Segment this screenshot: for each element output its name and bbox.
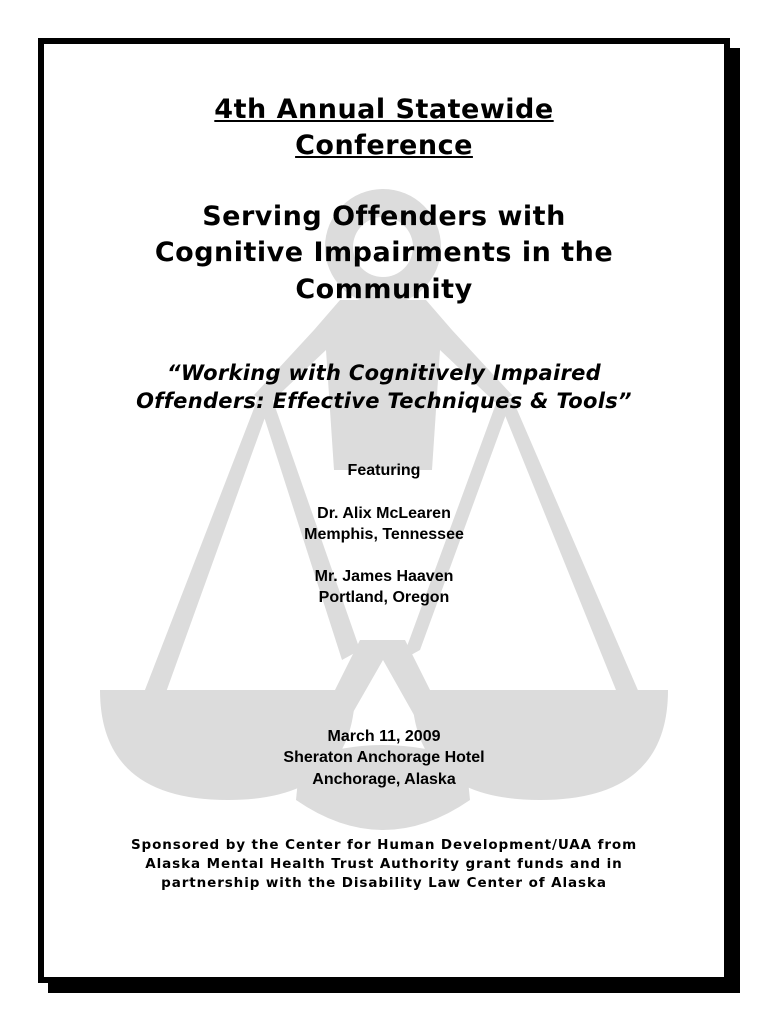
sponsor-line2: Alaska Mental Health Trust Authority grant funds and in bbox=[145, 856, 623, 872]
conference-heading-line2: Conference bbox=[295, 130, 473, 161]
event-venue: Sheraton Anchorage Hotel bbox=[283, 749, 485, 766]
speaker1-location: Memphis, Tennessee bbox=[304, 526, 464, 543]
speaker2-location: Portland, Oregon bbox=[318, 589, 450, 606]
speaker2-name: Mr. James Haaven bbox=[314, 568, 454, 585]
title-line2: Cognitive Impairments in the bbox=[154, 237, 614, 268]
featuring-label: Featuring bbox=[347, 462, 421, 479]
title-line1: Serving Offenders with bbox=[202, 201, 566, 232]
sponsor-line3: partnership with the Disability Law Center of Alaska bbox=[161, 875, 607, 891]
subtitle-line1: “Working with Cognitively Impaired bbox=[167, 361, 601, 385]
conference-heading-line1: 4th Annual Statewide bbox=[214, 94, 554, 125]
title-line3: Community bbox=[295, 274, 473, 305]
subtitle-line2: Offenders: Effective Techniques & Tools” bbox=[136, 389, 632, 413]
event-city: Anchorage, Alaska bbox=[312, 771, 456, 788]
event-date: March 11, 2009 bbox=[327, 728, 441, 745]
flyer-content bbox=[38, 38, 730, 983]
speaker1-name: Dr. Alix McLearen bbox=[317, 505, 451, 522]
sponsor-line1: Sponsored by the Center for Human Development/UAA from bbox=[130, 837, 638, 853]
